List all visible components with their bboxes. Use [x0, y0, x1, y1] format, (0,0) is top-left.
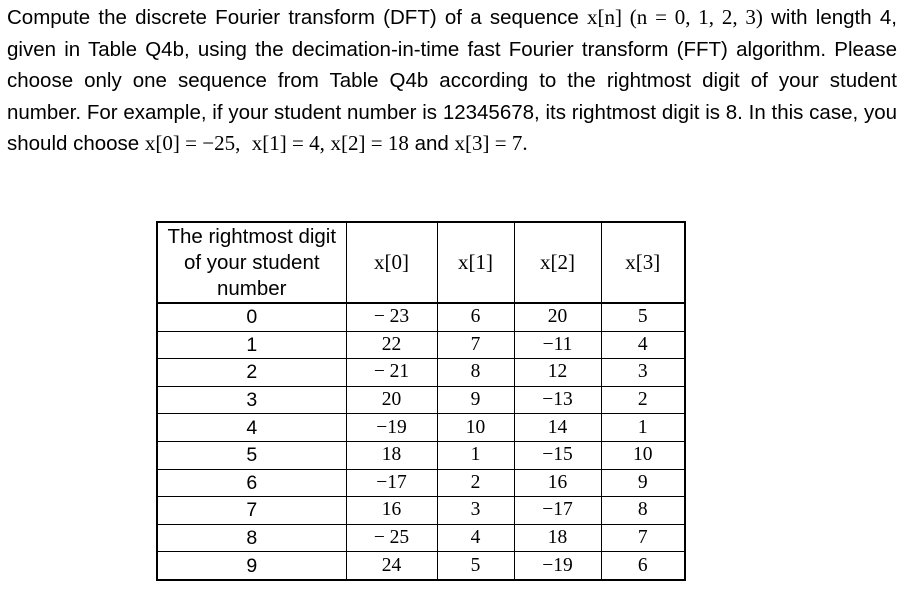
example-x2: x[2] = 18: [330, 131, 409, 155]
question-intro: Compute the discrete Fourier transform (DFT) of a sequence: [7, 6, 588, 29]
table-row: [157, 524, 685, 552]
table-row: [157, 469, 685, 497]
x3-cell: 2: [601, 386, 685, 414]
x1-cell: 10: [437, 414, 514, 442]
x1-cell: 6: [437, 303, 514, 331]
x0-cell: − 23: [346, 303, 437, 331]
x0-cell: −19: [346, 414, 437, 442]
sequence-expression: x[n] (n = 0, 1, 2, 3): [587, 5, 763, 29]
x2-cell: 18: [514, 524, 601, 552]
table-row: [157, 331, 685, 359]
x2-cell: −15: [514, 441, 601, 469]
digit-cell: 6: [157, 469, 346, 497]
question-text: [7, 2, 897, 160]
x3-cell: 8: [601, 497, 685, 525]
x0-cell: 22: [346, 331, 437, 359]
x3-cell: 5: [601, 303, 685, 331]
x2-cell: −11: [514, 331, 601, 359]
table-row: [157, 303, 685, 331]
sequence-table: [156, 221, 686, 581]
x3-cell: 4: [601, 331, 685, 359]
example-x3: x[3] = 7.: [454, 131, 528, 155]
table-row: [157, 497, 685, 525]
digit-cell: 3: [157, 386, 346, 414]
x2-cell: 14: [514, 414, 601, 442]
x2-cell: −13: [514, 386, 601, 414]
table-row: [157, 359, 685, 387]
example-x0: x[0] = −25,: [144, 131, 241, 155]
sequence-table-container: [156, 221, 686, 581]
example-x1: x[1] = 4,: [251, 131, 325, 155]
x3-cell: 7: [601, 524, 685, 552]
table-row: [157, 386, 685, 414]
x2-cell: 12: [514, 359, 601, 387]
digit-cell: 1: [157, 331, 346, 359]
x0-cell: −17: [346, 469, 437, 497]
digit-cell: 4: [157, 414, 346, 442]
x1-cell: 9: [437, 386, 514, 414]
x3-cell: 1: [601, 414, 685, 442]
digit-column-header: The rightmost digit of your student number: [157, 222, 346, 303]
x3-cell: 6: [601, 552, 685, 580]
table-header-row: [157, 222, 685, 303]
x2-column-header: x[2]: [514, 222, 601, 303]
x1-column-header: x[1]: [437, 222, 514, 303]
x0-cell: 20: [346, 386, 437, 414]
digit-cell: 5: [157, 441, 346, 469]
x3-cell: 9: [601, 469, 685, 497]
x1-cell: 4: [437, 524, 514, 552]
and-word: and: [408, 132, 455, 155]
x2-cell: −19: [514, 552, 601, 580]
digit-cell: 0: [157, 303, 346, 331]
x3-cell: 3: [601, 359, 685, 387]
x1-cell: 8: [437, 359, 514, 387]
x1-cell: 2: [437, 469, 514, 497]
x0-cell: 18: [346, 441, 437, 469]
x0-cell: 16: [346, 497, 437, 525]
table-row: [157, 441, 685, 469]
x1-cell: 1: [437, 441, 514, 469]
x1-cell: 5: [437, 552, 514, 580]
digit-cell: 2: [157, 359, 346, 387]
table-row: [157, 414, 685, 442]
x1-cell: 7: [437, 331, 514, 359]
x0-cell: − 25: [346, 524, 437, 552]
x0-cell: − 21: [346, 359, 437, 387]
x3-cell: 10: [601, 441, 685, 469]
x2-cell: −17: [514, 497, 601, 525]
x0-cell: 24: [346, 552, 437, 580]
question-body: with length 4, given in Table Q4b, using the decimation-in-time fast Fourier transform (FFT) algorithm. Please choose only one sequence from Table Q4b according to the rightmost digit of your student number. For example, if your student number is 12345678, its rightmost digit is 8. In this case, you should choose: [7, 6, 897, 155]
digit-cell: 8: [157, 524, 346, 552]
x0-column-header: x[0]: [346, 222, 437, 303]
table-row: [157, 552, 685, 580]
digit-cell: 9: [157, 552, 346, 580]
x1-cell: 3: [437, 497, 514, 525]
x3-column-header: x[3]: [601, 222, 685, 303]
x2-cell: 20: [514, 303, 601, 331]
digit-cell: 7: [157, 497, 346, 525]
x2-cell: 16: [514, 469, 601, 497]
